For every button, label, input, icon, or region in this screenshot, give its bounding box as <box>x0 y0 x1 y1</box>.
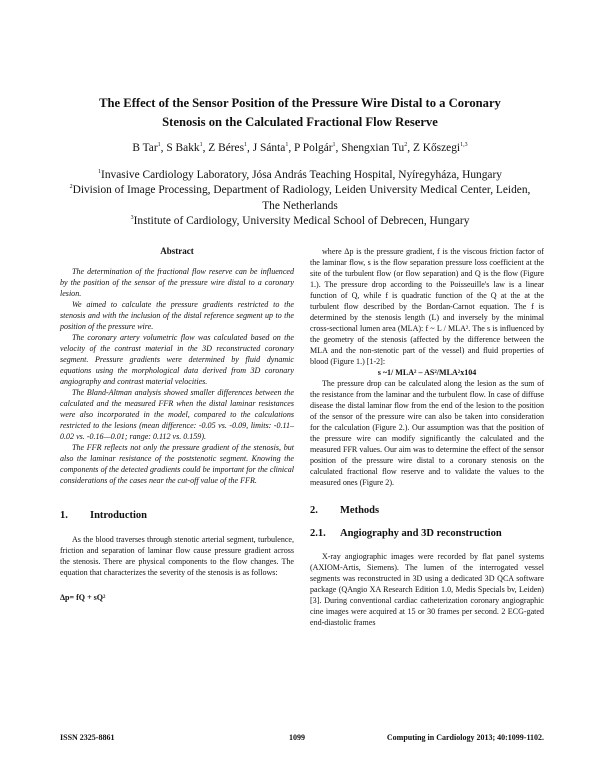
affiliation-1-sup: 1 <box>98 169 102 176</box>
affiliation-2-sup: 2 <box>69 184 73 191</box>
author-name: B Tar <box>132 142 158 154</box>
page-number: 1099 <box>289 733 305 742</box>
author-name: Shengxian Tu <box>341 142 405 154</box>
author-affiliation-sup: 1 <box>244 142 248 149</box>
title-line-1: The Effect of the Sensor Position of the Pressure Wire Distal to a Coronary <box>99 96 501 110</box>
author-affiliation-sup: 1 <box>332 142 336 149</box>
section-2-1-number: 2.1. <box>310 528 326 539</box>
affiliation-3-sup: 3 <box>130 215 134 222</box>
section-2-1-heading <box>310 528 544 539</box>
author-affiliation-sup: 2 <box>404 142 408 149</box>
author-name: Z Kőszegi <box>412 142 461 154</box>
affiliation-2-text-cont: The Netherlands <box>262 199 338 212</box>
author-name: S Bakk <box>166 142 200 154</box>
paper-title <box>40 94 560 132</box>
affiliation-2-text: Division of Image Processing, Department of Radiology, Leiden University Medical Center, Leiden, <box>72 184 531 196</box>
section-2-1-title: Angiography and 3D reconstruction <box>340 528 502 539</box>
title-line-2: Stenosis on the Calculated Fractional Flow Reserve <box>162 115 438 129</box>
affiliation-3-text: Institute of Cardiology, University Medical School of Debrecen, Hungary <box>133 215 470 227</box>
equation-2: s ~1/ MLA² – AS²/MLA²x104 <box>377 368 477 377</box>
affiliation-1 <box>40 168 560 184</box>
author-affiliation-sup: 1 <box>199 142 203 149</box>
section-1-number: 1. <box>60 510 68 521</box>
abstract-body <box>60 266 294 486</box>
section-1-heading <box>60 510 294 521</box>
section-1-title: Introduction <box>90 510 147 521</box>
methods-paragraph: X-ray angiographic images were recorded by flat panel systems (AXIOM-Artis, Siemens). The lumen of the interrogated vessel segments was reconstructed in 3D using a dedicated 3D QCA software package (QAngio XA Research Edition 1.0, Medis Specials bv, Leiden) [3]. During conventional cardiac catheterization coronary angiographic cine images were acquired at 15 or 30 frames per second. 2 ECG-gated end-diastolic frames <box>310 552 544 627</box>
affiliation-1-text: Invasive Cardiology Laboratory, Jósa András Teaching Hospital, Nyíregyháza, Hungary <box>101 169 502 181</box>
author-list: B Tar$^1$, S Bakk$^1$, Z Béres$^1$, J Sánta$^1$, P Polgár$^1$, Shengxian Tu$^2$, Z Kőszegi$^{1,3}$ <box>132 142 468 154</box>
equation-1: Δp= fQ + sQ² <box>60 593 106 602</box>
author-name: Z Béres <box>208 142 245 154</box>
section-2-number: 2. <box>310 505 318 516</box>
author-affiliation-sup: 1 <box>285 142 289 149</box>
author-affiliation-sup: 1 <box>157 142 161 149</box>
left-column <box>60 246 294 603</box>
abstract-paragraph: The determination of the fractional flow reserve can be influenced by the position of the sensor of the pressure wire distal to a coronary lesion. <box>60 267 294 298</box>
right-column <box>310 246 544 628</box>
pressure-drop-paragraph: The pressure drop can be calculated along the lesion as the sum of the resistance from the laminar and the turbulent flow. In case of diffuse disease the distal laminar flow from the end of the lesion to the position of the sensor of the pressure wire can also be taken into consideration for the calculation (Figure 2.). Our assumption was that the position of the pressure wire can modify significantly the calculated and the measured FFR values. Our aim was to determine the effect of the sensor position of the pressure wire distal to a coronary stenosis on the calculated fractional flow reserve and to validate the values to the measured ones (Figure 2). <box>310 379 544 487</box>
affiliation-3 <box>40 214 560 230</box>
section-2-title: Methods <box>340 505 380 516</box>
abstract-paragraph: The Bland-Altman analysis showed smaller differences between the calculated and the measured FFR when the distal laminar resistances were also incorporated in the model, compared to the calculations restricted to the lesions (mean difference: -0.05 vs. -0.09, limits: -0.11–0.02 vs. -0.16—0.01; range: 0.112 vs. 0.159). <box>60 388 294 441</box>
abstract-heading: Abstract <box>160 246 194 256</box>
section-2-heading <box>310 505 544 516</box>
author-name: J Sánta <box>252 142 286 154</box>
citation-label: Computing in Cardiology 2013; 40:1099-1102. <box>386 733 544 742</box>
author-name: P Polgár <box>294 142 333 154</box>
intro-paragraph: As the blood traverses through stenotic arterial segment, turbulence, friction and separation of laminar flow cause pressure gradient across the stenosis. There are physical components to the flow changes. The equation that characterizes the severity of the stenosis is as follows: <box>60 535 294 577</box>
affiliation-2 <box>40 183 560 214</box>
flow-description-paragraph: where Δp is the pressure gradient, f is the viscous friction factor of the laminar flow, s is the flow separation pressure loss coefficient at the site of the turbulent flow (or flow separation) and Q is the flow (Figure 1.). The pressure drop according to the Poisseuille's law is a linear function of Q, while f is quadratic function of the Q at the at the turbulent flow described by the Bordan-Carnot equation. The f is determined by the stenosis length (L) and inversely by the minimal cross-sectional lumen area (MLA): f ~ L / MLA². The s is influenced by the geometry of the stenosis (affected by the difference between the MLA and the non-stenotic part of the vessel) and fluid properties of blood (Figure 1.) [1-2]: <box>310 247 544 366</box>
issn-label: ISSN 2325-8861 <box>60 733 115 742</box>
abstract-paragraph: The FFR reflects not only the pressure gradient of the stenosis, but also the laminar resistance of the poststenotic segment. Knowing the components of the detected gradients could be important for the clinical considerations of the cases near the cut-off value of the FFR. <box>60 443 294 485</box>
abstract-paragraph: The coronary artery volumetric flow was calculated based on the velocity of the contrast material in the 3D reconstructed coronary segment. Pressure gradients were determined by fluid dynamic equations using the morphological data derived from 3D coronary angiography and contrast material velocities. <box>60 333 294 386</box>
abstract-paragraph: We aimed to calculate the pressure gradients restricted to the stenosis and with the inclusion of the distal reference segment up to the position of the pressure wire. <box>60 300 294 331</box>
author-affiliation-sup: 1,3 <box>460 142 468 149</box>
